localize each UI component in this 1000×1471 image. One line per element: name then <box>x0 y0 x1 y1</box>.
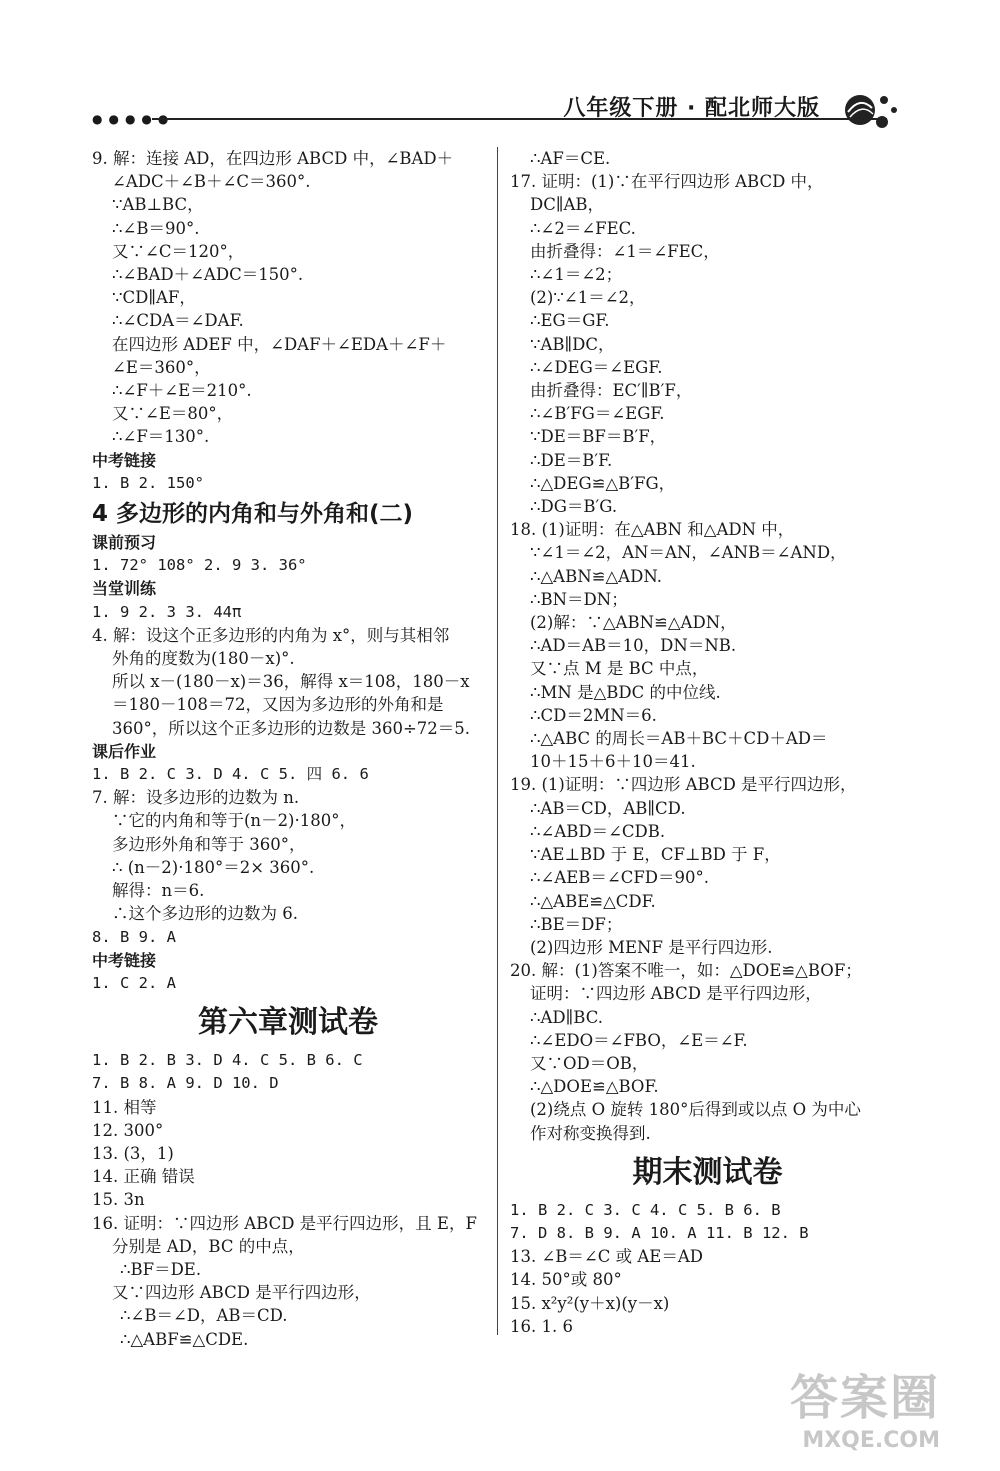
header-logo-icon <box>838 88 902 132</box>
text-line: ∴△DEG≌△B′FG， <box>530 473 676 493</box>
text-line: 14. 正确 错误 <box>92 1167 195 1187</box>
text-line: ＝180－108＝72，又因为多边形的外角和是 <box>112 695 444 715</box>
text-line: 分别是 AD，BC 的中点， <box>112 1236 305 1256</box>
text-line: 19. (1)证明：∵四边形 ABCD 是平行四边形， <box>510 775 857 795</box>
text-line: 所以 x－(180－x)＝36，解得 x＝108，180－x <box>112 672 470 692</box>
test-title: 期末测试卷 <box>632 1154 783 1190</box>
text-line: ∵∠1＝∠2，AN＝AN，∠ANB＝∠AND， <box>530 543 847 563</box>
text-line: 20. 解：(1)答案不唯一，如：△DOE≌△BOF； <box>510 961 862 981</box>
text-line: ∴DG＝B′G. <box>530 497 618 517</box>
text-line: ∴ (n－2)·180°＝2× 360°. <box>112 857 315 877</box>
text-line: 13. (3，1) <box>92 1143 174 1163</box>
section-label: 课后作业 <box>92 741 157 761</box>
text-line: ∵AE⊥BD 于 E，CF⊥BD 于 F， <box>530 845 781 865</box>
text-line: ∴△ABE≌△CDF. <box>530 891 656 911</box>
text-line: 作对称变换得到. <box>530 1123 651 1143</box>
text-line: 16. 1. 6 <box>510 1316 573 1336</box>
text-line: ∴∠B＝90°. <box>112 218 200 238</box>
text-line: 9. 解：连接 AD，在四边形 ABCD 中，∠BAD＋ <box>92 149 454 168</box>
text-line: ∵AB⊥BC， <box>112 195 204 215</box>
text-line: 360°，所以这个正多边形的边数是 360÷72＝5. <box>112 718 471 738</box>
left-column <box>92 147 484 1351</box>
text-line: ∴BE＝DF； <box>530 914 623 934</box>
text-line: ∴AD∥BC. <box>530 1007 603 1027</box>
text-line: 15. 3n <box>92 1190 145 1210</box>
answer-row: 1. 9 2. 3 3. 44π <box>92 602 242 621</box>
text-line: ∴∠B＝∠D，AB＝CD. <box>120 1306 288 1326</box>
lesson-heading: 4 多边形的内角和与外角和(二) <box>92 501 414 528</box>
text-line: ∴MN 是△BDC 的中位线. <box>530 682 721 702</box>
text-line: ∴∠AEB＝∠CFD＝90°. <box>530 868 710 888</box>
answer-row: 1. C 2. A <box>92 973 176 992</box>
text-line: ∵DE＝BF＝B′F， <box>530 427 667 447</box>
text-line: ∴△ABF≌△CDE. <box>120 1329 249 1349</box>
section-label: 中考链接 <box>92 950 157 970</box>
text-line: ∵它的内角和等于(n－2)·180°， <box>112 811 356 831</box>
text-line: ∴△ABC 的周长＝AB＋BC＋CD＋AD＝ <box>530 729 828 749</box>
text-line: 解得：n＝6. <box>112 881 205 901</box>
text-line: ∴BF＝DE. <box>120 1259 202 1279</box>
watermark-url: MXQE.COM <box>802 1428 940 1453</box>
watermark-logo: 答案圈 <box>789 1370 940 1426</box>
text-line: 4. 解：设这个正多边形的内角为 x°，则与其相邻 <box>92 625 450 645</box>
text-line: 10＋15＋6＋10＝41. <box>530 752 696 772</box>
text-line: 13. ∠B＝∠C 或 AE＝AD <box>510 1247 703 1267</box>
text-line: (2)解：∵△ABN≌△ADN， <box>530 613 737 633</box>
text-line: 又∵∠C＝120°， <box>112 241 245 261</box>
header-dots: ●●●●● <box>92 112 175 126</box>
text-line: 多边形外角和等于 360°， <box>112 834 306 854</box>
text-line: 11. 相等 <box>92 1097 157 1117</box>
text-line: ∴△ABN≌△ADN. <box>530 566 662 586</box>
answer-row: 1. B 2. C 3. D 4. C 5. 四 6. 6 <box>92 765 369 784</box>
answer-row: 7. B 8. A 9. D 10. D <box>92 1074 279 1093</box>
answer-row: 7. D 8. B 9. A 10. A 11. B 12. B <box>510 1223 809 1242</box>
text-line: ∴DE＝B′F. <box>530 450 613 470</box>
text-line: ∵CD∥AF， <box>112 288 196 308</box>
text-line: 又∵∠E＝80°， <box>112 404 234 424</box>
answer-row: 1. 72° 108° 2. 9 3. 36° <box>92 556 307 575</box>
text-line: 由折叠得：∠1＝∠FEC， <box>530 241 720 261</box>
text-line: 17. 证明：(1)∵在平行四边形 ABCD 中， <box>510 172 824 192</box>
section-label: 课前预习 <box>92 533 157 553</box>
text-line: (2)∵∠1＝∠2， <box>530 288 646 308</box>
watermark <box>790 1359 940 1453</box>
text-line: 证明：∵四边形 ABCD 是平行四边形， <box>530 984 822 1004</box>
text-line: (2)四边形 MENF 是平行四边形. <box>530 937 773 957</box>
text-line: 又∵OD＝OB， <box>530 1053 649 1073</box>
text-line: ∴∠EDO＝∠FBO，∠E＝∠F. <box>530 1030 748 1050</box>
text-line: ∴∠ABD＝∠CDB. <box>530 821 666 841</box>
text-line: ∴∠DEG＝∠EGF. <box>530 357 663 377</box>
header-title: 八年级下册 · 配北师大版 <box>563 96 820 121</box>
text-line: ∴AB＝CD，AB∥CD. <box>530 798 686 818</box>
text-line: DC∥AB， <box>530 195 605 215</box>
text-line: ∴∠2＝∠FEC. <box>530 218 636 238</box>
page-header <box>92 88 902 134</box>
answer-row: 1. B 2. B 3. D 4. C 5. B 6. C <box>92 1051 363 1070</box>
text-line: ∴∠1＝∠2； <box>530 265 623 285</box>
section-label: 当堂训练 <box>92 579 157 599</box>
text-line: ∴∠B′FG＝∠EGF. <box>530 404 665 424</box>
text-line: ∴∠F＝130°. <box>112 427 210 447</box>
text-line: ∴△DOE≌△BOF. <box>530 1077 659 1097</box>
text-line: ∴∠F＋∠E＝210°. <box>112 381 252 401</box>
text-line: 14. 50°或 80° <box>510 1270 622 1290</box>
section-label: 中考链接 <box>92 450 157 470</box>
answer-row: 1. B 2. C 3. C 4. C 5. B 6. B <box>510 1200 781 1219</box>
text-line: ∵AB∥DC， <box>530 334 615 354</box>
text-line: (2)绕点 O 旋转 180°后得到或以点 O 为中心 <box>530 1100 861 1120</box>
test-title: 第六章测试卷 <box>198 1005 378 1041</box>
text-line: 在四边形 ADEF 中，∠DAF＋∠EDA＋∠F＋ <box>112 334 447 354</box>
text-line: 12. 300° <box>92 1120 164 1140</box>
text-line: ∴EG＝GF. <box>530 311 610 331</box>
text-line: ∴AD＝AB＝10，DN＝NB. <box>530 636 737 656</box>
text-line: ∴AF＝CE. <box>530 149 611 168</box>
text-line: ∴BN＝DN； <box>530 589 628 609</box>
text-line: ∴∠BAD＋∠ADC＝150°. <box>112 265 304 285</box>
column-divider <box>497 147 498 1335</box>
answer-row: 1. B 2. 150° <box>92 473 204 492</box>
text-line: 7. 解：设多边形的边数为 n. <box>92 788 300 808</box>
text-line: 18. (1)证明：在△ABN 和△ADN 中， <box>510 520 795 540</box>
text-line: ∠E＝360°， <box>112 357 211 377</box>
text-line: ∴这个多边形的边数为 6. <box>112 904 298 924</box>
text-line: 15. x²y²(y＋x)(y－x) <box>510 1293 670 1313</box>
right-column <box>510 147 905 1338</box>
text-line: ∴∠CDA＝∠DAF. <box>112 311 244 331</box>
text-line: 由折叠得：EC′∥B′F， <box>530 381 693 401</box>
text-line: 又∵四边形 ABCD 是平行四边形， <box>112 1283 371 1303</box>
answer-row: 8. B 9. A <box>92 927 176 946</box>
text-line: 外角的度数为(180－x)°. <box>112 649 295 669</box>
text-line: ∴CD＝2MN＝6. <box>530 705 657 725</box>
text-line: 16. 证明：∵四边形 ABCD 是平行四边形，且 E，F <box>92 1213 477 1233</box>
text-line: ∠ADC＋∠B＋∠C＝360°. <box>112 172 311 192</box>
text-line: 又∵点 M 是 BC 中点， <box>530 659 709 679</box>
